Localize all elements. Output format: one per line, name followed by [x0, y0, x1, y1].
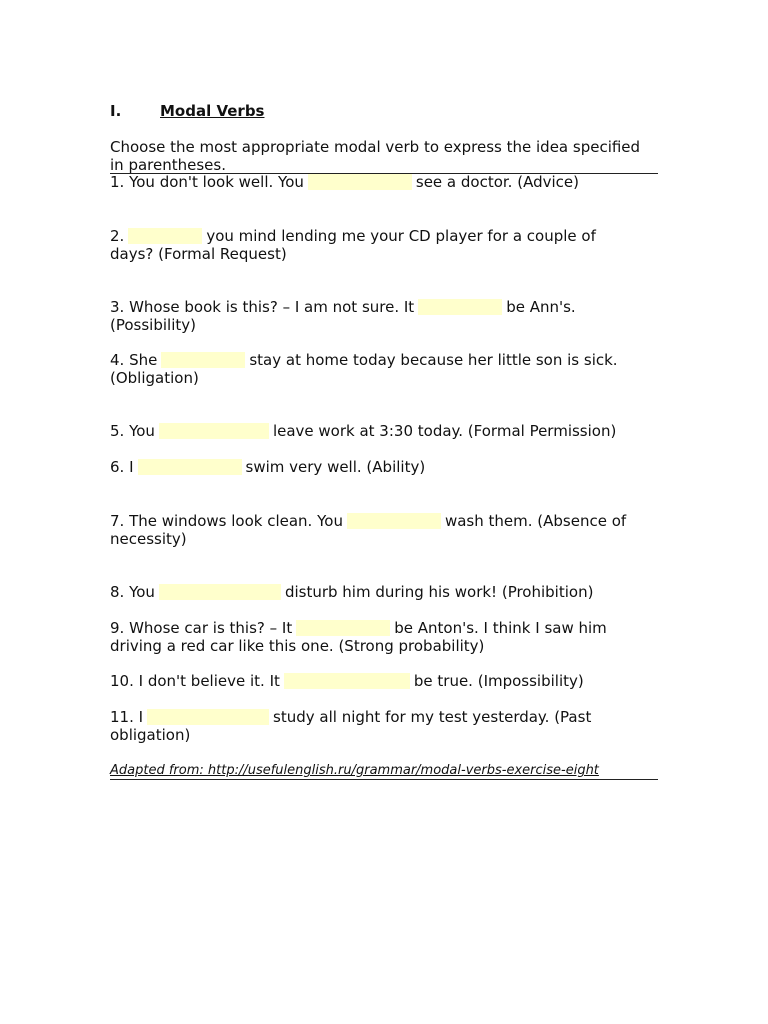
- item-text-before: 7. The windows look clean. You: [110, 512, 343, 530]
- item-text-after: wash them. (Absence of necessity): [110, 512, 627, 548]
- item-text-before: 11. I: [110, 708, 144, 726]
- item-text-before: 1. You don't look well. You: [110, 173, 304, 191]
- item-text-after: you mind lending me your CD player for a couple of days? (Formal Request): [110, 227, 596, 263]
- exercise-item-7: [110, 512, 660, 548]
- exercise-item-2: [110, 227, 630, 263]
- item-text-before: 10. I don't believe it. It: [110, 672, 280, 690]
- item-text-after: study all night for my test yesterday. (Past obligation): [110, 708, 592, 744]
- answer-blank[interactable]: [308, 174, 412, 190]
- answer-blank[interactable]: [147, 709, 269, 725]
- exercise-item-5: [110, 422, 670, 440]
- answer-blank[interactable]: [138, 459, 242, 475]
- item-text-after: see a doctor. (Advice): [415, 173, 579, 191]
- exercise-item-3: [110, 298, 630, 334]
- answer-blank[interactable]: [128, 228, 202, 244]
- answer-blank[interactable]: [161, 352, 245, 368]
- exercise-item-11: [110, 708, 630, 744]
- item-text-before: 8. You: [110, 583, 155, 601]
- item-text-after: leave work at 3:30 today. (Formal Permission): [272, 422, 617, 440]
- exercise-item-4: [110, 351, 655, 387]
- item-text-after: disturb him during his work! (Prohibition): [284, 583, 594, 601]
- item-text-after: stay at home today because her little son is sick. (Obligation): [110, 351, 618, 387]
- instructions-text: Choose the most appropriate modal verb to express the idea specified in parentheses.: [110, 138, 641, 174]
- item-text-after: be true. (Impossibility): [413, 672, 584, 690]
- section-number: I.: [110, 102, 122, 120]
- exercise-item-6: [110, 458, 670, 476]
- item-text-after: be Ann's. (Possibility): [110, 298, 576, 334]
- section-title: Modal Verbs: [160, 102, 265, 120]
- answer-blank[interactable]: [296, 620, 390, 636]
- source-link[interactable]: Adapted from: http://usefulenglish.ru/grammar/modal-verbs-exercise-eight: [110, 763, 599, 778]
- item-text-before: 2.: [110, 227, 125, 245]
- item-text-before: 4. She: [110, 351, 158, 369]
- exercise-item-10: [110, 672, 670, 690]
- exercise-item-1: [110, 173, 670, 191]
- section-heading: [110, 102, 264, 120]
- item-text-before: 9. Whose car is this? – It: [110, 619, 293, 637]
- exercise-item-8: [110, 583, 670, 601]
- item-text-after: swim very well. (Ability): [245, 458, 426, 476]
- item-text-before: 3. Whose book is this? – I am not sure. It: [110, 298, 415, 316]
- item-text-after: be Anton's. I think I saw him driving a red car like this one. (Strong probability): [110, 619, 607, 655]
- answer-blank[interactable]: [347, 513, 441, 529]
- answer-blank[interactable]: [284, 673, 410, 689]
- answer-blank[interactable]: [159, 423, 269, 439]
- item-text-before: 6. I: [110, 458, 134, 476]
- source-divider: [110, 779, 658, 780]
- answer-blank[interactable]: [159, 584, 281, 600]
- answer-blank[interactable]: [418, 299, 502, 315]
- exercise-item-9: [110, 619, 650, 655]
- item-text-before: 5. You: [110, 422, 155, 440]
